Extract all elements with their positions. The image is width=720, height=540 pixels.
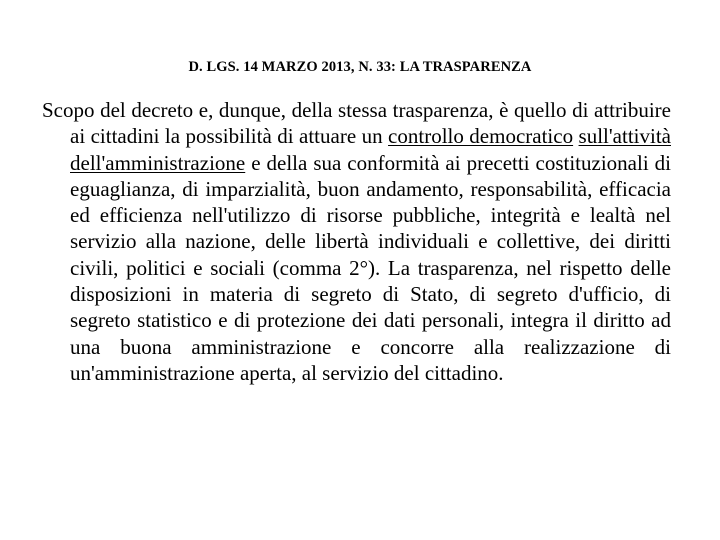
body-paragraph xyxy=(42,97,671,386)
underlined-phrase-sull-attivita: sull'attività xyxy=(578,124,671,149)
body-rest-text: e della sua conformità ai precetti costituzionali di eguaglianza, di imparzialità, buon andamento, responsabilità, efficacia ed efficienza nell'utilizzo di risorse pubbliche, integrità e lealtà nel servizio alla nazione, delle libertà individuali e collettive, dei diritti civili, politici e sociali (comma 2°). La trasparenza, nel rispetto delle disposizioni in materia di segreto di Stato, di segreto d'ufficio, di segreto statistico e di protezione dei dati personali, integra il diritto ad una buona amministrazione e concorre alla realizzazione di un'amministrazione aperta, al servizio del cittadino. xyxy=(70,150,671,385)
body-intro-text: Scopo del decreto e, dunque, della stessa trasparenza, è quello di attribuire ai cittadini la possibilità di attuare un xyxy=(42,98,671,149)
underlined-phrase-controllo-democratico: controllo democratico xyxy=(388,124,574,149)
slide-title: D. LGS. 14 MARZO 2013, N. 33: LA TRASPARENZA xyxy=(188,59,532,75)
underlined-phrase-dell-amministrazione: dell'amministrazione xyxy=(70,150,246,175)
